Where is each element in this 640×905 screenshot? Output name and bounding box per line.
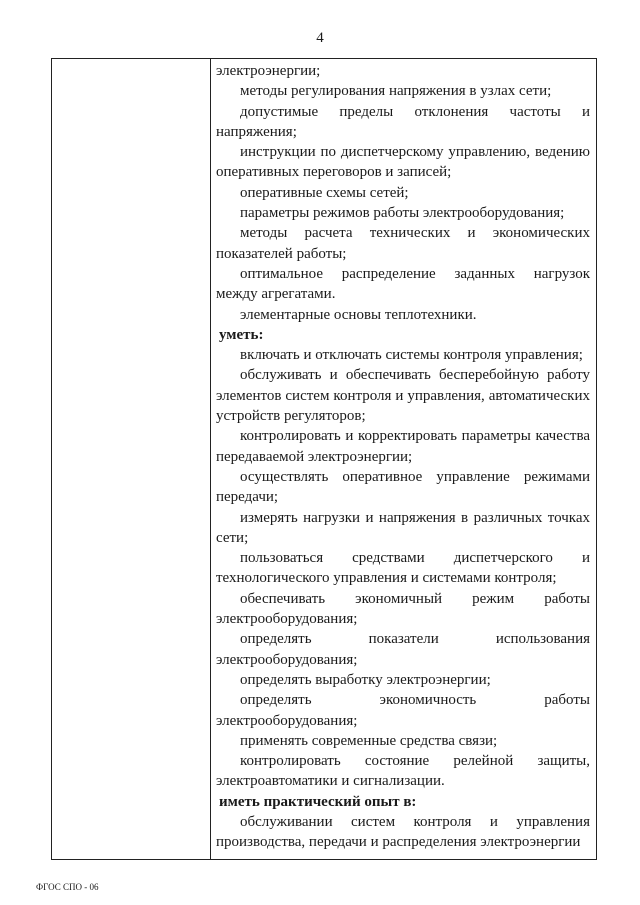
footer-text: ФГОС СПО - 06: [36, 882, 99, 892]
list-item: инструкции по диспетчерскому управлению, ведению оперативных переговоров и записей;: [216, 144, 590, 181]
list-item: измерять нагрузки и напряжения в различных точках сети;: [216, 509, 590, 546]
list-item: оперативные схемы сетей;: [240, 184, 409, 201]
list-item: контролировать состояние релейной защиты, электроавтоматики и сигнализации.: [216, 753, 590, 790]
list-item: методы регулирования напряжения в узлах сети;: [240, 83, 552, 100]
list-item: обслуживать и обеспечивать бесперебойную работу элементов систем контроля и управления, автоматических устройств регуляторов;: [216, 367, 590, 425]
list-item: электроэнергии;: [216, 63, 321, 79]
list-item: обслуживании систем контроля и управления производства, передачи и распределения электроэнергии: [216, 813, 590, 851]
list-item: пользоваться средствами диспетчерского и технологического управления и системами контроля;: [216, 550, 590, 587]
list-item: осуществлять оперативное управление режимами передачи;: [216, 468, 590, 506]
list-item: определять выработку электроэнергии;: [240, 671, 491, 688]
list-item: включать и отключать системы контроля управления;: [240, 347, 583, 364]
section-heading: иметь практический опыт в:: [219, 793, 417, 810]
list-item: оптимальное распределение заданных нагрузок между агрегатами.: [216, 265, 590, 303]
list-item: определять экономичность работы электрооборудования;: [216, 692, 590, 729]
list-item: обеспечивать экономичный режим работы электрооборудования;: [216, 590, 590, 628]
content-table: [51, 58, 597, 860]
table-left-cell: [52, 59, 211, 859]
list-item: применять современные средства связи;: [240, 732, 498, 749]
section-heading: уметь:: [219, 326, 264, 343]
list-item: допустимые пределы отклонения частоты и напряжения;: [216, 103, 590, 140]
list-item: элементарные основы теплотехники.: [240, 306, 477, 323]
list-item: параметры режимов работы электрооборудования;: [240, 205, 565, 222]
list-item: контролировать и корректировать параметры качества передаваемой электроэнергии;: [216, 428, 590, 465]
page-number: 4: [316, 30, 324, 46]
list-item: определять показатели использования электрооборудования;: [216, 631, 590, 668]
list-item: методы расчета технических и экономических показателей работы;: [216, 225, 590, 262]
table-right-cell: [211, 59, 596, 859]
